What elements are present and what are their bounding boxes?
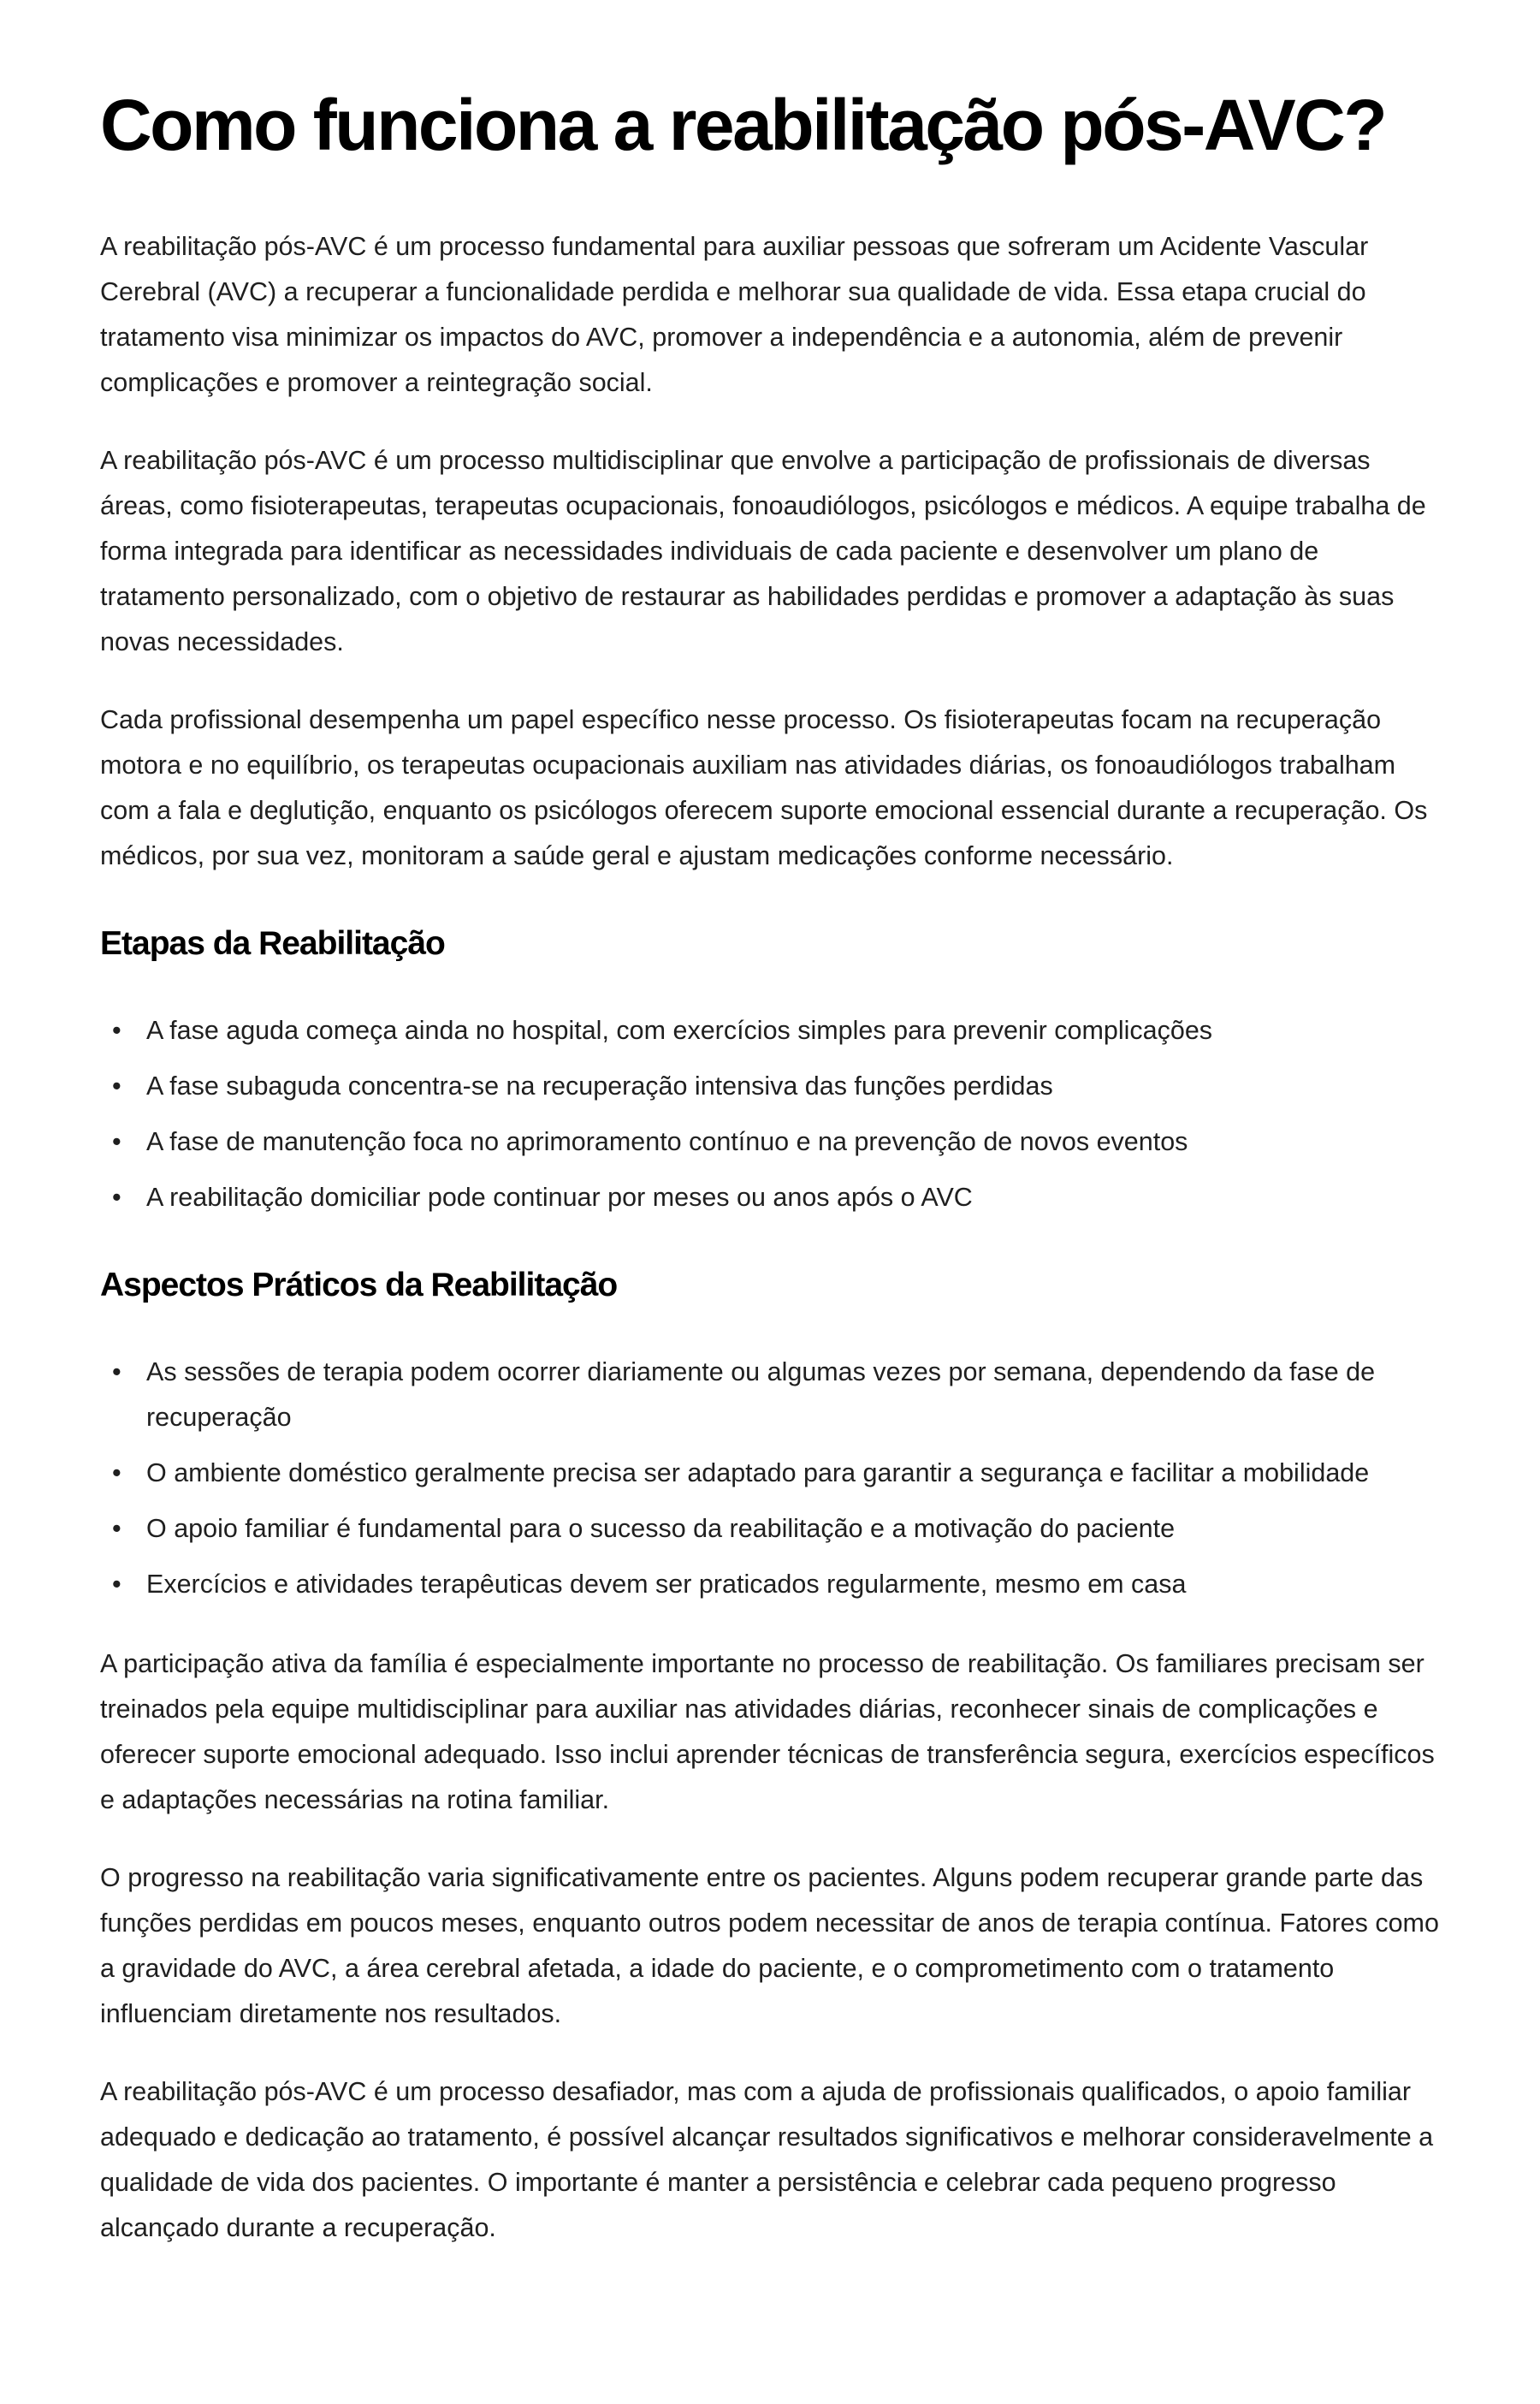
intro-paragraph: Cada profissional desempenha um papel específico nesse processo. Os fisioterapeutas focam na recuperação motora e no equilíbrio, os terapeutas ocupacionais auxiliam nas atividades diárias, os fonoaudiólogos trabalham com a fala e deglutição, enquanto os psicólogos oferecem suporte emocional essencial durante a recuperação. Os médicos, por sua vez, monitoram a saúde geral e ajustam medicações conforme necessário. <box>100 705 1428 870</box>
list-item <box>112 1506 1446 1552</box>
list-item <box>112 1350 1446 1440</box>
list-item-text: A fase de manutenção foca no aprimoramento contínuo e na prevenção de novos eventos <box>146 1127 1188 1156</box>
list-item <box>112 1451 1446 1496</box>
closing-paragraph: A reabilitação pós-AVC é um processo desafiador, mas com a ajuda de profissionais qualificados, o apoio familiar adequado e dedicação ao tratamento, é possível alcançar resultados significativos e melhorar consideravelmente a qualidade de vida dos pacientes. O importante é manter a persistência e celebrar cada pequeno progresso alcançado durante a recuperação. <box>100 2077 1434 2242</box>
bullet-icon: • <box>112 1570 121 1599</box>
list-item-text: Exercícios e atividades terapêuticas devem ser praticados regularmente, mesmo em casa <box>146 1570 1187 1599</box>
practical-list <box>100 1350 1446 1607</box>
list-item-text: O ambiente doméstico geralmente precisa ser adaptado para garantir a segurança e facilitar a mobilidade <box>146 1458 1370 1487</box>
closing-paragraph: A participação ativa da família é especialmente importante no processo de reabilitação. Os familiares precisam ser treinados pela equipe multidisciplinar para auxiliar nas atividades diárias, reconhecer sinais de complicações e oferecer suporte emocional adequado. Isso inclui aprender técnicas de transferência segura, exercícios específicos e adaptações necessárias na rotina familiar. <box>100 1649 1435 1814</box>
list-item-text: A fase aguda começa ainda no hospital, com exercícios simples para prevenir complicações <box>146 1016 1213 1045</box>
list-item <box>112 1175 1446 1220</box>
section-heading-stages: Etapas da Reabilitação <box>100 925 445 962</box>
intro-paragraph: A reabilitação pós-AVC é um processo multidisciplinar que envolve a participação de profissionais de diversas áreas, como fisioterapeutas, terapeutas ocupacionais, fonoaudiólogos, psicólogos e médicos. A equipe trabalha de forma integrada para identificar as necessidades individuais de cada paciente e desenvolver um plano de tratamento personalizado, com o objetivo de restaurar as habilidades perdidas e promover a adaptação às suas novas necessidades. <box>100 446 1426 656</box>
bullet-icon: • <box>112 1127 121 1156</box>
list-item-text: A reabilitação domiciliar pode continuar por meses ou anos após o AVC <box>146 1183 973 1212</box>
list-item-text: A fase subaguda concentra-se na recuperação intensiva das funções perdidas <box>146 1071 1053 1101</box>
list-item-text: As sessões de terapia podem ocorrer diariamente ou algumas vezes por semana, dependendo da fase de recuperação <box>146 1357 1376 1432</box>
bullet-icon: • <box>112 1071 121 1101</box>
bullet-icon: • <box>112 1357 121 1386</box>
page-title: Como funciona a reabilitação pós-AVC? <box>100 85 1386 165</box>
closing-paragraph: O progresso na reabilitação varia significativamente entre os pacientes. Alguns podem recuperar grande parte das funções perdidas em poucos meses, enquanto outros podem necessitar de anos de terapia contínua. Fatores como a gravidade do AVC, a área cerebral afetada, a idade do paciente, e o comprometimento com o tratamento influenciam diretamente nos resultados. <box>100 1863 1439 2028</box>
stages-list <box>100 1008 1446 1220</box>
list-item <box>112 1064 1446 1109</box>
bullet-icon: • <box>112 1514 121 1543</box>
list-item-text: O apoio familiar é fundamental para o sucesso da reabilitação e a motivação do paciente <box>146 1514 1176 1543</box>
bullet-icon: • <box>112 1183 121 1212</box>
section-heading-practical: Aspectos Práticos da Reabilitação <box>100 1267 618 1303</box>
bullet-icon: • <box>112 1016 121 1045</box>
list-item <box>112 1562 1446 1607</box>
intro-paragraph: A reabilitação pós-AVC é um processo fundamental para auxiliar pessoas que sofreram um Acidente Vascular Cerebral (AVC) a recuperar a funcionalidade perdida e melhorar sua qualidade de vida. Essa etapa crucial do tratamento visa minimizar os impactos do AVC, promover a independência e a autonomia, além de prevenir complicações e promover a reintegração social. <box>100 232 1369 397</box>
bullet-icon: • <box>112 1458 121 1487</box>
list-item <box>112 1119 1446 1165</box>
list-item <box>112 1008 1446 1054</box>
